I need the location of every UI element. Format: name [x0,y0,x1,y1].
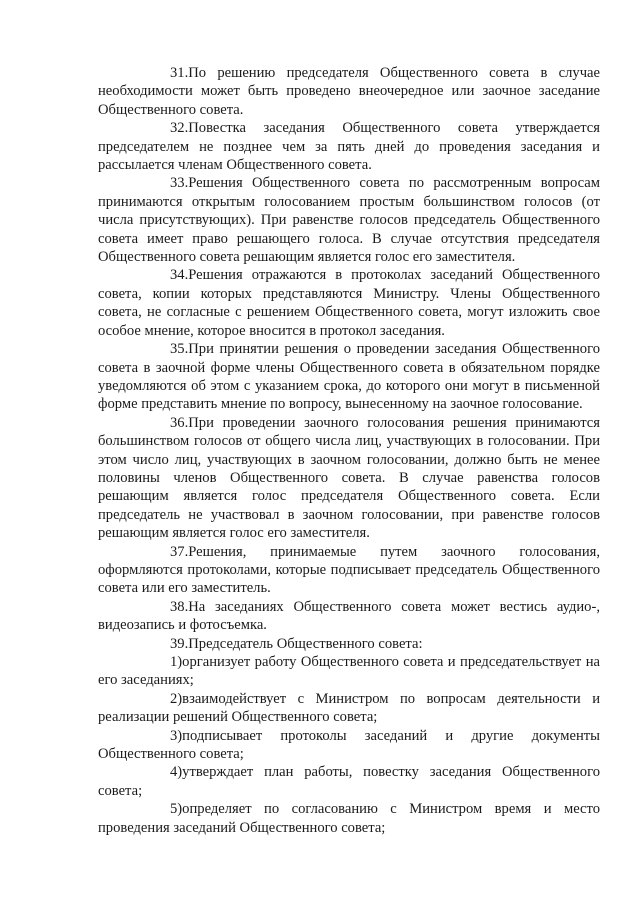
paragraph-number: 34. [170,267,189,284]
list-item-text: подписывает протоколы заседаний и другие документы Общественного совета; [98,727,600,763]
paragraph-number: 35. [170,341,189,358]
paragraph-33 [98,174,600,266]
paragraph-text: Председатель Общественного совета: [188,635,423,652]
paragraph-38 [98,598,600,635]
paragraph-text: На заседаниях Общественного совета может вестись аудио-, видеозапись и фотосъемка. [98,598,600,634]
paragraph-number: 32. [170,120,189,137]
paragraph-text: По решению председателя Общественного совета в случае необходимости может быть проведено внеочередное или заочное заседание Общественного совета. [98,65,600,118]
list-item-2 [98,690,600,727]
list-item-4 [98,763,600,800]
list-item-1 [98,653,600,690]
list-item-number: 2) [170,690,183,707]
list-item-text: утверждает план работы, повестку заседания Общественного совета; [98,764,600,799]
paragraph-number: 38. [170,598,189,615]
paragraph-text: Решения, принимаемые путем заочного голосования, оформляются протоколами, которые подписывает председатель Общественного совета или его заместитель. [98,543,600,597]
paragraph-31 [98,64,600,119]
paragraph-text: При принятии решения о проведении заседания Общественного совета в заочной форме члены Общественного совета в обязательном порядке уведомляются об этом с указанием срока, до которого они могут в письменной форме представить мнение по вопросу, вынесенному на заочное голосование. [98,341,600,413]
paragraph-text: Решения отражаются в протоколах заседаний Общественного совета, копии которых представляются Министру. Члены Общественного совета, не согласные с решением Общественного совета, могут изложить свое особое мнение, которое вносится в протокол заседания. [98,267,600,339]
list-item-number: 5) [170,801,183,818]
list-item-5 [98,800,600,837]
paragraph-number: 36. [170,414,189,431]
paragraph-text: При проведении заочного голосования решения принимаются большинством голосов от общего числа лиц, участвующих в голосовании. При этом число лиц, участвующих в заочном голосовании, должно быть не менее половины членов Общественного совета. В случае равенства голосов решающим является голос председателя Общественного совета. Если председатель не участвовал в заочном голосовании, при равенстве голосов решающим является голос его заместителя. [98,414,600,542]
list-item-number: 4) [170,764,183,781]
list-item-text: взаимодействует с Министром по вопросам деятельности и реализации решений Общественного совета; [98,690,600,726]
list-item-number: 1) [170,654,183,670]
paragraph-37 [98,543,600,598]
list-item-number: 3) [170,727,183,744]
list-item-3 [98,727,600,764]
paragraph-36 [98,414,600,543]
paragraph-32 [98,119,600,174]
paragraph-number: 31. [170,65,189,81]
list-item-text: определяет по согласованию с Министром время и место проведения заседаний Общественного совета; [98,801,600,836]
paragraph-text: Повестка заседания Общественного совета утверждается председателем не позднее чем за пять дней до проведения заседания и рассылается членам Общественного совета. [98,120,600,174]
paragraph-number: 39. [170,635,189,652]
paragraph-39 [98,635,600,653]
paragraph-text: Решения Общественного совета по рассмотренным вопросам принимаются открытым голосованием простым большинством голосов (от числа присутствующих). При равенстве голосов председатель Общественного совета имеет право решающего голоса. В случае отсутствия председателя Общественного совета решающим является голос его заместителя. [98,175,600,266]
paragraph-number: 37. [170,543,189,560]
paragraph-number: 33. [170,175,189,192]
paragraph-35 [98,340,600,414]
paragraph-34 [98,266,600,340]
list-item-text: организует работу Общественного совета и председательствует на его заседаниях; [98,654,600,689]
